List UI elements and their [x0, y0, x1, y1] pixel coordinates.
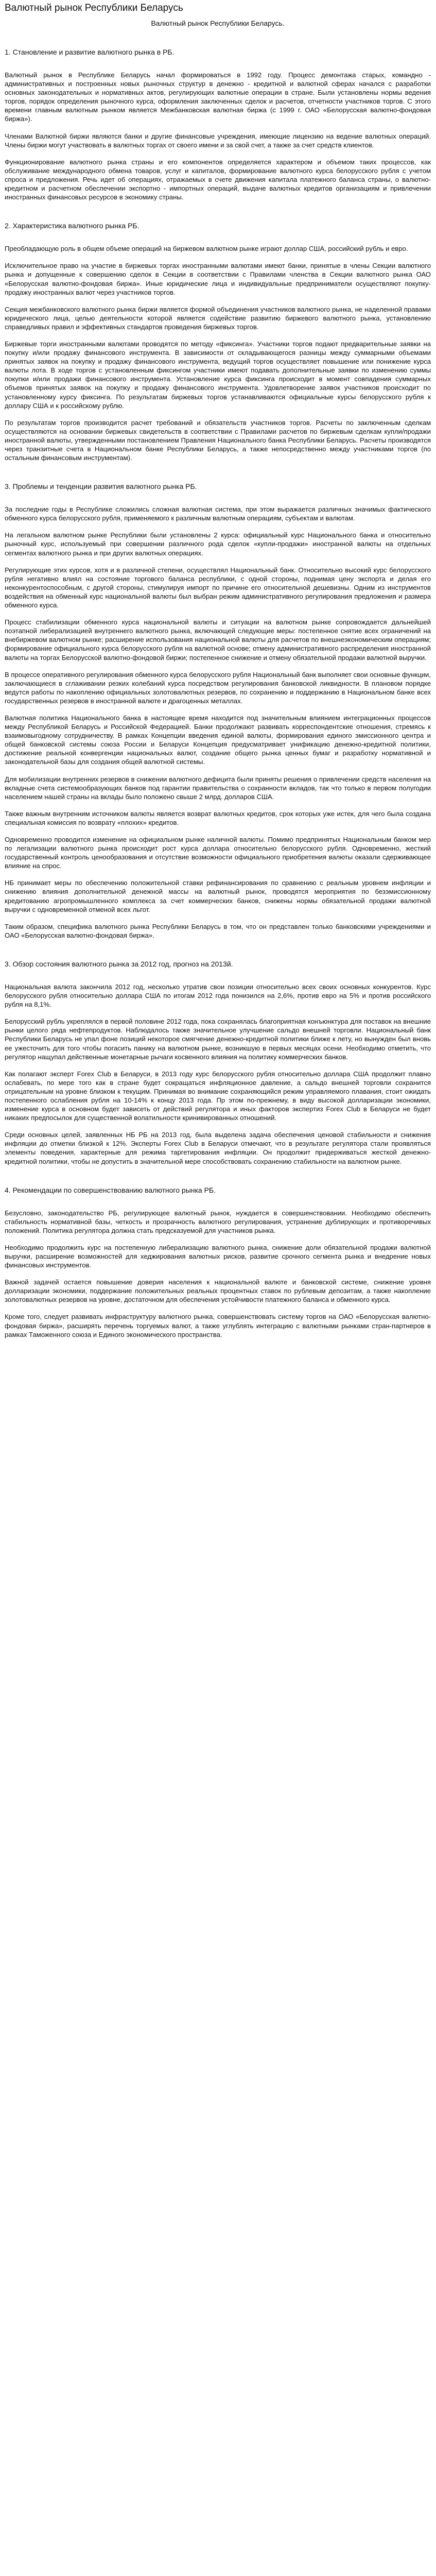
paragraph: Безусловно, законодательство РБ, регулирующее валютный рынок, нуждается в совершенствовании. Необходимо обеспечить стабильность нормативной базы, четкость и прозрачность валютного регулирования, устранение дублирующих и противоречивых положений. Политика регулятора должна стать предсказуемой для участников рынка. [5, 1209, 431, 1234]
section-divider [5, 948, 431, 959]
section-divider [5, 210, 431, 221]
section [5, 47, 431, 201]
paragraph: Также важным внутренним источником валюты является возврат валютных кредитов, срок которых уже истек, для чего была создана специальная комиссия по возврату «плохих» кредитов. [5, 809, 431, 826]
section [5, 959, 431, 1166]
paragraph: Членами Валютной биржи являются банки и другие финансовые учреждения, имеющие лицензию на ведение валютных операций. Члены биржи могут участвовать в валютных торгах от своего имени и за свой счет, а также за счет средств клиентов. [5, 132, 431, 149]
paragraph: Исключительное право на участие в биржевых торгах иностранными валютами имеют банки, принятые в члены Секции валютного рынка и допущенные к совершению сделок в Секции в соответствии с Правилами членства в Секции валютного рынка ОАО «Белорусская валютно-фондовая биржа». Иные юридические лица и индивидуальные предприниматели осуществляют покупку-продажу иностранных валют через участников торгов. [5, 262, 431, 296]
paragraph: Функционирование валютного рынка страны и его компонентов определяется характером и объемом таких процессов, как обслуживание международного обмена товаров, услуг и капиталов, формирование валютного курса белорусского рубля с учетом спроса и предложения. Речь идет об операциях, отражаемых в счете движения капитала платежного баланса страны, о валютно-кредитном и расчетном обеспечении экспортно - импортных операций, выдаче валютных кредитов организациям и привлечении иностранных финансовых ресурсов в экономику страны. [5, 158, 431, 201]
paragraph: НБ принимает меры по обеспечению положительной ставки рефинансирования по сравнению с реальным уровнем инфляции и снижению влияния дополнительной денежной массы на валютный рынок, проводятся мероприятия по безэмиссионному кредитованию агропромышленного комплекса за счет коммерческих банков, снижены нормы обязательной продажи валютной выручки с одновременной отменой всех льгот. [5, 879, 431, 913]
section-heading: 3. Проблемы и тенденции развития валютного рынка РБ. [5, 482, 197, 491]
paragraph: Биржевые торги иностранными валютами проводятся по методу «фиксинга». Участники торгов подают предварительные заявки на покупку и/или продажу финансового инструмента. В зависимости от складывающегося разницы между суммарными объемами принятых заявок на покупку и продажу финансового инструмента, ведущий торгов осуществляет повышение или понижение курса валюты лота. В ходе торгов с установленным фиксингом участники имеют подавать дополнительные заявки по изменению суммы покупки и/или продажи финансового инструмента. Установление курса фиксинга происходит в момент совпадения суммарных объемов принятых заявок на покупку и продажу финансового инструмента. Удовлетворение заявок участников происходит по установленному курсу фиксинга. По результатам биржевых торгов устанавливаются официальные курсы белорусского рубля к доллару США и к российскому рублю. [5, 340, 431, 410]
section-heading: 2. Характеристика валютного рынка РБ. [5, 222, 139, 230]
paragraph: За последние годы в Республике сложились сложная валютная система, при этом выражается различных значимых фактического обменного курса белорусского рубля, применяемого к различным валютным операциям, субъектам и валютам. [5, 505, 431, 522]
section-divider [5, 1174, 431, 1185]
document-subtitle: Валютный рынок Республики Беларусь. [151, 19, 285, 27]
paragraph: Среди основных целей, заявленных НБ РБ на 2013 год, была выделена задача обеспечения ценовой стабильности и снижения инфляции до отметки близкой к 12%. Эксперты Forex Club в Беларуси отмечают, что в результате регулятора стали проявляться элементы поведения, характерные для режима таргетирования инфляции. Он продолжит придерживаться жесткой денежно-кредитной политики, чтобы не допустить в значительной мере способствовать сохранению стабильности на валютном рынке. [5, 1131, 431, 1165]
paragraph: Одновременно проводится изменение на официальном рынке наличной валюты. Помимо предпринятых Национальным банком мер по легализации валютного рынка происходит рост курса доллара относительно белорусского рубля. Одновременно, жесткий государственный контроль ценообразования и отсутствие возможности официального приобретения валюты оказали сдерживающее влияние на спрос. [5, 836, 431, 870]
paragraph: Белорусский рубль укреплялся в первой половине 2012 года, пока сохранялась благоприятная конъюнктура для поставок на внешние рынки целого ряда нефтепродуктов. Наблюдалось также значительное улучшение сальдо внешней торговли. Национальный банк Республики Беларусь не упал фоне позиций некоторое смягчение денежно-кредитной политики ближе к лету, но вынужден был вновь ее ужесточить для того чтобы погасить панику на валютном рынке, возникшую в первых месяцах осени. Необходимо отметить, что регулятор нащупал действенные монетарные рычаги косвенного влияния на политику коммерческих банков. [5, 1018, 431, 1061]
paragraph: Процесс стабилизации обменного курса национальной валюты и ситуации на валютном рынке сопровождается дальнейшей поэтапной либерализацией внутреннего валютного рынка, включающей следующие меры: постепенное снятие всех ограничений на внебиржевом валютном рынке; расширение использования национальной валюты для расчетов по внешнеэкономическим операциям; формирование официального курса белорусского рубля на валютной основе; отмену административного распределения иностранной валюты на торгах Белорусской валютно-фондовой биржи; постепенное снижение и отмену обязательной продажи валютной выручки. [5, 618, 431, 662]
section-divider [5, 470, 431, 482]
paragraph: Важной задачей остается повышение доверия населения к национальной валюте и банковской системе, снижение уровня долларизации экономики, поддержание положительных реальных процентных ставок по рублевым депозитам, а также накопление золотовалютных резервов на уровне, достаточном для обеспечения устойчивости платежного баланса и обменного курса. [5, 1278, 431, 1304]
paragraph: Регулирующие этих курсов, хотя и в различной степени, осуществлял Национальный банк. Относительно высокий курс белорусского рубля негативно влиял на состояние торгового баланса республики, с одной стороны, поднимая цену экспорта и делая его неконкурентоспособным, с другой стороны, стимулируя импорт по причине его относительной дешевизны. Одним из инструментов воздействия на обменный курс национальной валюты был выбран режим административного регулирования предложения и размера обменного курса. [5, 566, 431, 609]
paragraph: Для мобилизации внутренних резервов в снижении валютного дефицита были приняты решения о привлечении средств населения на вкладные счета системообразующих банков под гарантии правительства о сохранности вкладов, так что только в первом полугодии населением нашей страны на вклады было положено свыше 2 млрд. долларов США. [5, 775, 431, 801]
section [5, 1185, 431, 1339]
paragraph: В процессе оперативного регулирования обменного курса белорусского рубля Национальный банк выполняет свои основные функции, заключающиеся в сглаживании резких колебаний курса посредством регулирования банковской ликвидности. В плановом порядке ведутся работы по накоплению официальных золотовалютных резервов, по сохранению и поддержанию в Национальном банке всех государственных резервов в иностранной валюте и драгоценных металлах. [5, 670, 431, 705]
paragraph: На легальном валютном рынке Республики были установлены 2 курса: официальный курс Национального банка и относительно рыночный курс, используемый при совершении различного рода сделок «купли-продажи» иностранной валюты на отдельных сегментах валютного рынка и при других валютных операциях. [5, 531, 431, 557]
paragraph: По результатам торгов производится расчет требований и обязательств участников торгов. Расчеты по заключенным сделкам осуществляются на основании биржевых свидетельств в соответствии с Правилами расчетов по биржевым сделкам купли/продажи иностранной валюты, утвержденными постановлением Правления Национального банка Республики Беларусь. Расчеты производятся через транзитные счета в Национальном банке Республики Беларусь, а также непосредственно между участниками торгов (по остальным финансовым инструментам). [5, 418, 431, 462]
section-heading: 3. Обзор состояния валютного рынка за 2012 год, прогноз на 2013й. [5, 959, 233, 968]
paragraph: Необходимо продолжить курс на постепенную либерализацию валютного рынка, снижение доли обязательной продажи валютной выручки, расширение возможностей для хеджирования валютных рисков, развитие срочного сегмента рынка и внедрение новых финансовых инструментов. [5, 1243, 431, 1269]
section-heading: 4. Рекомендации по совершенствованию валютного рынка РБ. [5, 1185, 216, 1194]
section-heading: 1. Становление и развитие валютного рынка в РБ. [5, 48, 175, 56]
paragraph: Национальная валюта закончила 2012 год, несколько утратив свои позиции относительно всех своих основных конкурентов. Курс белорусского рубля относительно доллара США по итогам 2012 года понизился на 2,6%, против евро на 5% и против российского рубля на 8,1%. [5, 982, 431, 1009]
paragraph: Кроме того, следует развивать инфраструктуру валютного рынка, совершенствовать систему торгов на ОАО «Белорусская валютно-фондовая биржа», расширять перечень торгуемых валют, а также углублять интеграцию с валютными рынками стран-партнеров в рамках Таможенного союза и Единого экономического пространства. [5, 1313, 431, 1338]
paragraph: Таким образом, специфика валютного рынка Республики Беларусь в том, что он представлен только банковскими учреждениями и ОАО «Белорусская валютно-фондовая биржа». [5, 922, 431, 939]
section [5, 221, 431, 462]
document-body [5, 47, 431, 1339]
section [5, 482, 431, 940]
paragraph: Валютный рынок в Республике Беларусь начал формироваться в 1992 году. Процесс демонтажа старых, командно - административных и построенных новых рыночных структур в денежно - кредитной и валютной сферах начался с разработки основных законодательных и нормативных актов, регулирующих валютные операции в стране. Были установлены нормы ведения торгов, порядок определения рыночного курса, оформления заключенных сделок и расчетов, отчетности участников торгов. С этого времени главным валютным рынком является Межбанковская валютная биржа (с 1999 г. ОАО «Белорусская валютно-фондовая биржа»). [5, 71, 431, 123]
paragraph: Валютная политика Национального банка в настоящее время находится под значительным влиянием интеграционных процессов между Республикой Беларусь и Российской Федерацией. Банки продолжают развивать корреспондентские отношения, стремясь к взаимовыгодному сотрудничеству. В рамках Концепции введения единой валюты, формирования единого эмиссионного центра и общей банковской системы союза России и Беларуси Концепция предусматривает унификацию денежно-кредитной политики, достижение реальной конвергенции национальных валют, создание общего рынка ценных бумаг и разработку нормативной и законодательной базы для создания общей валютной системы. [5, 714, 431, 766]
document-title: Валютный рынок Республики Беларусь [5, 3, 183, 13]
paragraph: Секция межбанковского валютного рынка биржи является формой объединения участников валютного рынка, не наделенной правами юридического лица, целью деятельности которой является содействие развитию биржевого валютного рынка, установлению справедливых правил и эффективных стандартов проведения биржевых торгов. [5, 305, 431, 331]
paragraph: Преобладающую роль в общем объеме операций на биржевом валютном рынке играют доллар США, российский рубль и евро. [5, 245, 408, 253]
paragraph: Как полагают эксперт Forex Club в Беларуси, в 2013 году курс белорусского рубля относительно доллара США продолжит плавно ослабевать, по мере того как в стране будет сокращаться инфляционное давление, а сальдо внешней торговли сохранится отрицательным на уровне близком к текущим. Принимая во внимание сохраняющийся режим управляемого плавания, стоит ожидать постепенного ослабления рубля на 10-14% к концу 2013 года. Пр этом по-прежнему, в виду высокой долларизации экономики, изменение курса в основном будет зависеть от действий регулятора и иных факторов экспертиз Forex Club в Беларуси не будет никаких предпосылок для существенной волатильности кринивированных отношений. [5, 1070, 431, 1122]
